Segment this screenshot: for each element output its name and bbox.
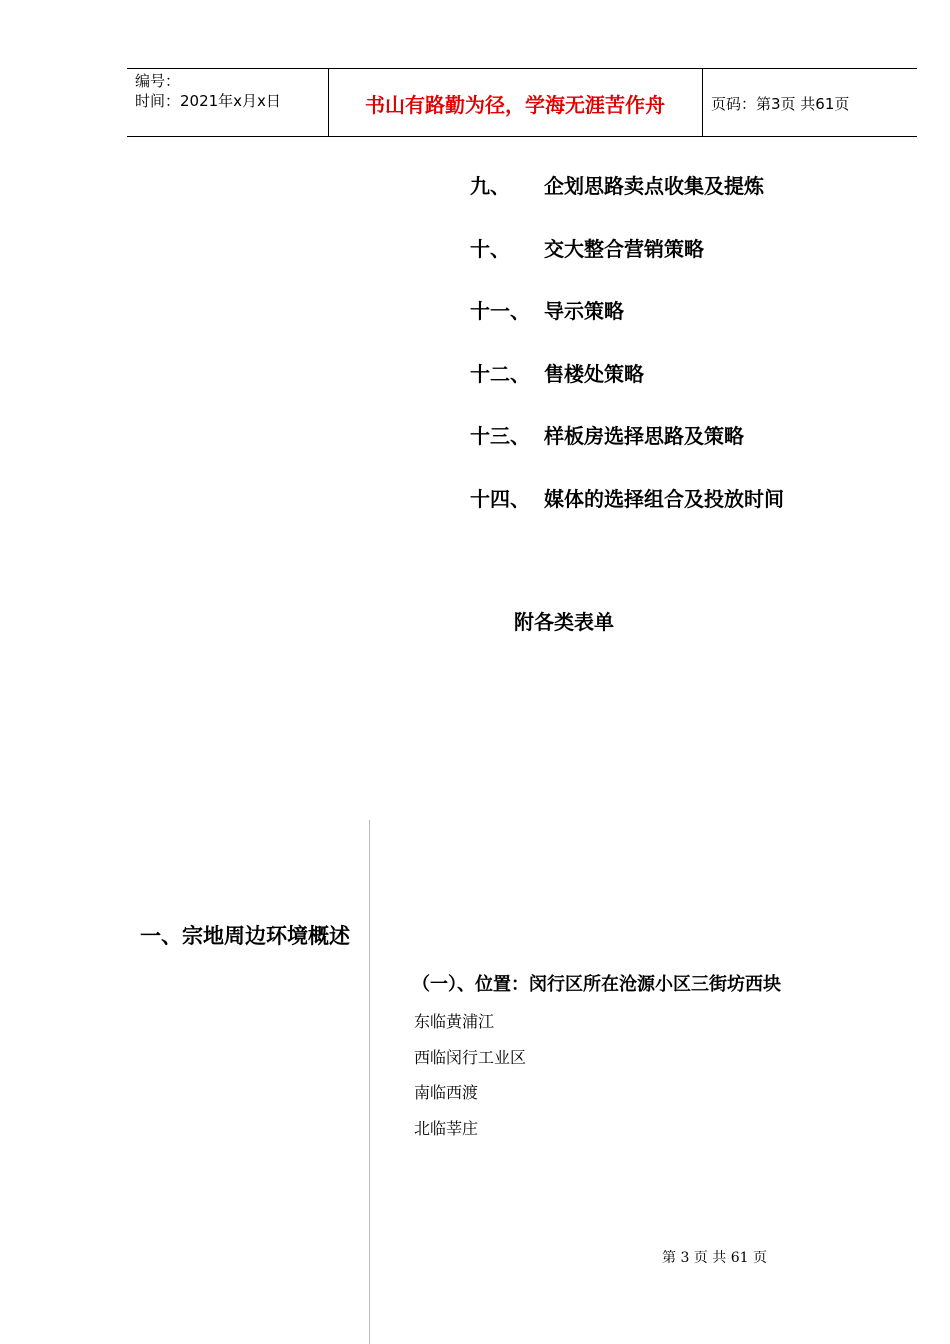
section-subtitle: （一）、位置：闵行区所在沧源小区三街坊西块 <box>412 974 781 995</box>
page-header <box>127 68 917 137</box>
toc-title: 媒体的选择组合及投放时间 <box>544 486 784 511</box>
toc-number: 十、 <box>470 236 510 261</box>
toc-item <box>470 295 784 358</box>
toc-item <box>470 483 784 546</box>
toc-item <box>470 233 784 296</box>
boundary-west: 西临闵行工业区 <box>414 1047 527 1067</box>
toc-title: 企划思路卖点收集及提炼 <box>544 174 764 198</box>
header-meta <box>135 71 325 111</box>
section-title: 一、宗地周边环境概述 <box>140 924 350 948</box>
column-divider <box>369 820 370 1344</box>
header-motto: 书山有路勤为径，学海无涯苦作舟 <box>365 93 665 117</box>
toc-item <box>470 170 784 233</box>
toc-item <box>470 358 784 421</box>
number-label: 编号： <box>135 72 181 90</box>
boundary-south: 南临西渡 <box>414 1083 479 1102</box>
toc-title: 售楼处策略 <box>544 361 644 386</box>
boundary-list <box>414 1009 526 1151</box>
toc-number: 十三、 <box>470 424 530 448</box>
boundary-north: 北临莘庄 <box>414 1118 479 1138</box>
appendix-heading: 附各类表单 <box>514 610 614 634</box>
toc-number: 十一、 <box>470 299 530 323</box>
toc-title: 导示策略 <box>544 299 624 323</box>
toc-number: 十四、 <box>470 486 530 511</box>
toc-number: 十二、 <box>470 361 530 386</box>
toc-title: 交大整合营销策略 <box>544 236 704 261</box>
toc-number: 九、 <box>470 174 510 198</box>
toc-item <box>470 420 784 483</box>
table-of-contents <box>470 170 784 545</box>
toc-title: 样板房选择思路及策略 <box>544 424 744 448</box>
time-label: 时间：2021年x月x日 <box>135 92 281 110</box>
header-divider <box>702 69 703 136</box>
boundary-east: 东临黄浦江 <box>414 1012 495 1031</box>
page-footer: 第 3 页 共 61 页 <box>662 1250 767 1266</box>
header-page-info: 页码：第3页 共61页 <box>711 95 850 113</box>
